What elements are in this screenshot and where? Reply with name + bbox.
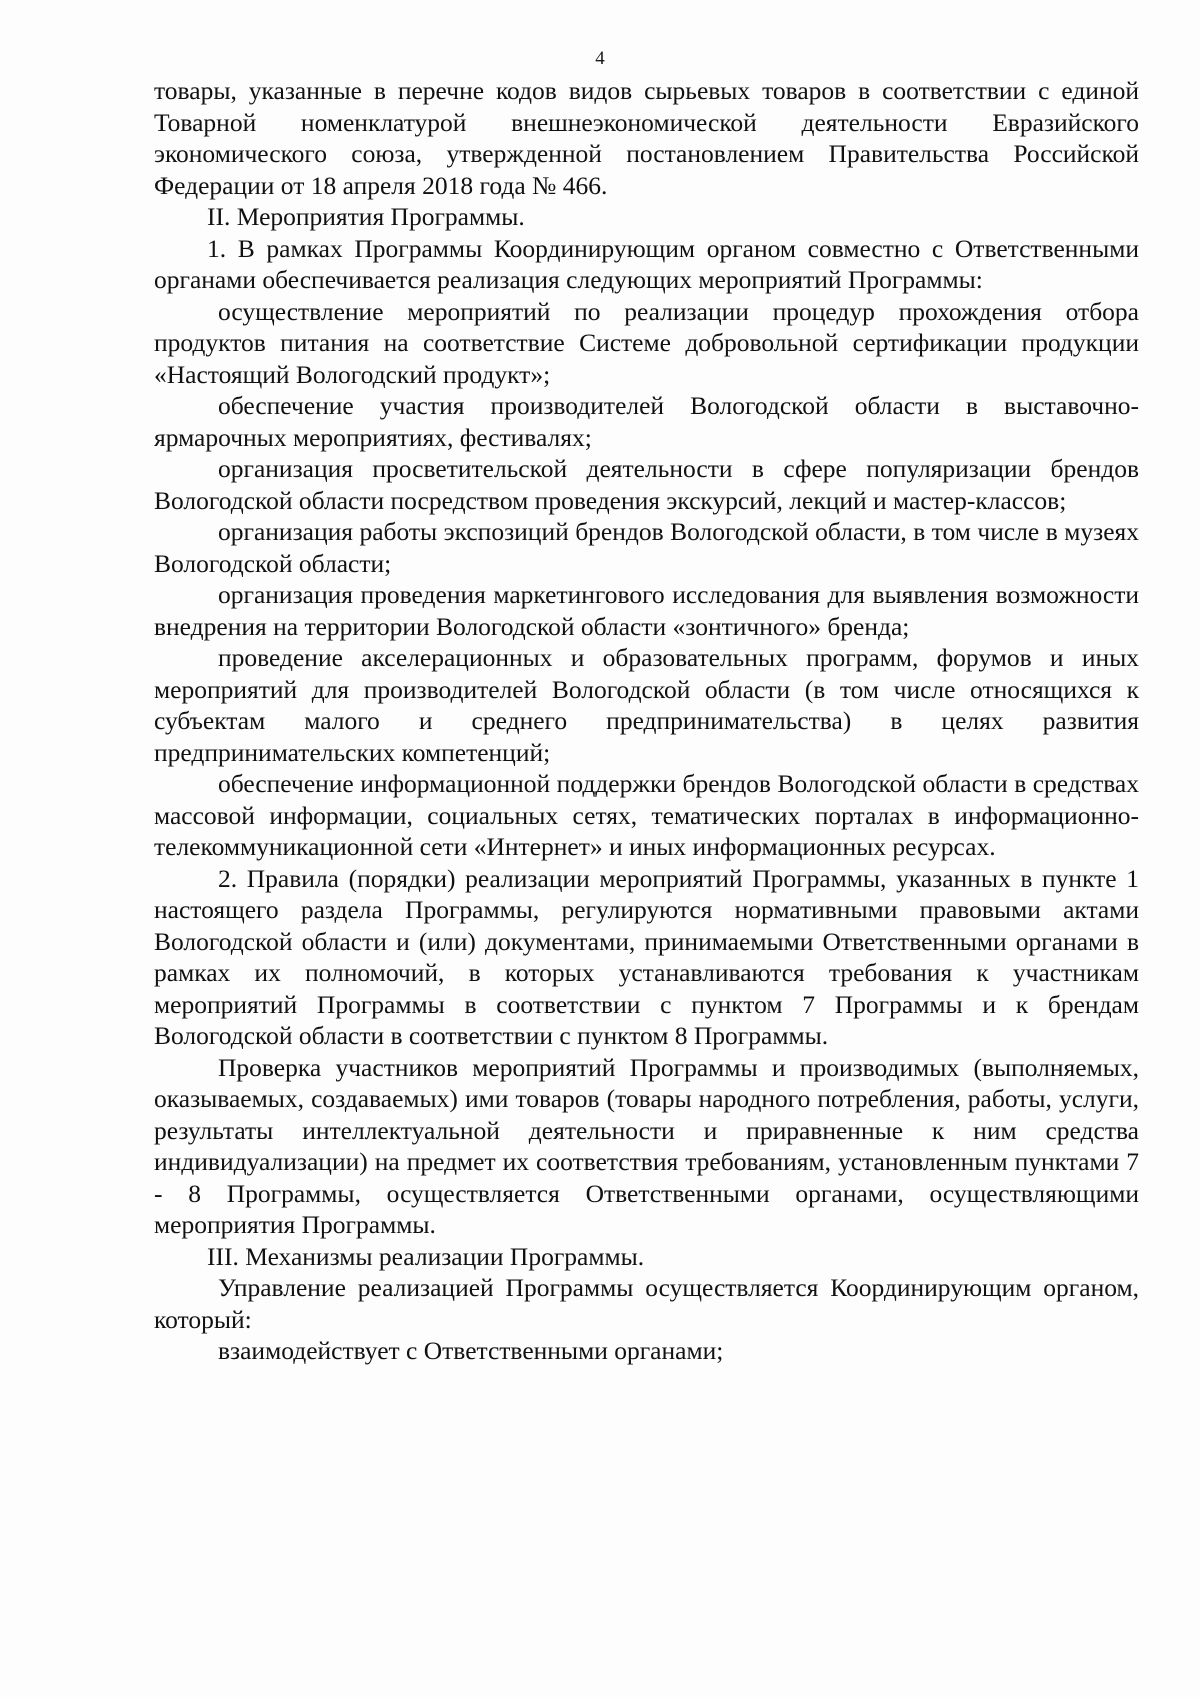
list-item: проведение акселерационных и образовательных программ, форумов и иных мероприятий для производителей Вологодской области (в том числе относящихся к субъектам малого и среднего предпринимательства) в целях развития предпринимательских компетенций; [154, 643, 1139, 767]
paragraph-verification: Проверка участников мероприятий Программы и производимых (выполняемых, оказываемых, создаваемых) ими товаров (товары народного потребления, работы, услуги, результаты интеллектуальной деятельности и приравненные к ним средства индивидуализации) на предмет их соответствия требованиям, установленным пунктами 7 - 8 Программы, осуществляется Ответственными органами, осуществляющими мероприятия Программы. [154, 1052, 1139, 1239]
section-heading-2: II. Мероприятия Программы. [207, 202, 525, 231]
list-item: организация проведения маркетингового исследования для выявления возможности внедрения на территории Вологодской области «зонтичного» бренда; [154, 580, 1139, 641]
paragraph-item-2: 2. Правила (порядки) реализации мероприятий Программы, указанных в пункте 1 настоящего раздела Программы, регулируются нормативными правовыми актами Вологодской области и (или) документами, принимаемыми Ответственными органами в рамках их полномочий, в которых устанавливаются требования к участникам мероприятий Программы в соответствии с пунктом 7 Программы и к брендам Вологодской области в соответствии с пунктом 8 Программы. [154, 863, 1139, 1050]
paragraph-management: Управление реализацией Программы осуществляется Координирующим органом, который: [154, 1273, 1139, 1334]
list-item: взаимодействует с Ответственными органами; [218, 1336, 724, 1365]
list-item: обеспечение участия производителей Вологодской области в выставочно-ярмарочных мероприятиях, фестивалях; [154, 391, 1139, 452]
paragraph-continuation: товары, указанные в перечне кодов видов сырьевых товаров в соответствии с единой Товарной номенклатурой внешнеэкономической деятельности Евразийского экономического союза, утвержденной постановлением Правительства Российской Федерации от 18 апреля 2018 года № 466. [154, 76, 1139, 200]
list-item: организация работы экспозиций брендов Вологодской области, в том числе в музеях Вологодской области; [154, 517, 1139, 578]
list-item: обеспечение информационной поддержки брендов Вологодской области в средствах массовой информации, социальных сетях, тематических порталах в информационно-телекоммуникационной сети «Интернет» и иных информационных ресурсах. [154, 769, 1139, 861]
section-heading-3: III. Механизмы реализации Программы. [207, 1241, 645, 1271]
paragraph-item-1: 1. В рамках Программы Координирующим органом совместно с Ответственными органами обеспечивается реализация следующих мероприятий Программы: [154, 233, 1139, 294]
list-item: организация просветительской деятельности в сфере популяризации брендов Вологодской области посредством проведения экскурсий, лекций и мастер-классов; [154, 454, 1139, 515]
document-body [154, 75, 1139, 1367]
page-number: 4 [595, 48, 605, 69]
list-item: осуществление мероприятий по реализации процедур прохождения отбора продуктов питания на соответствие Системе добровольной сертификации продукции «Настоящий Вологодский продукт»; [154, 296, 1139, 389]
